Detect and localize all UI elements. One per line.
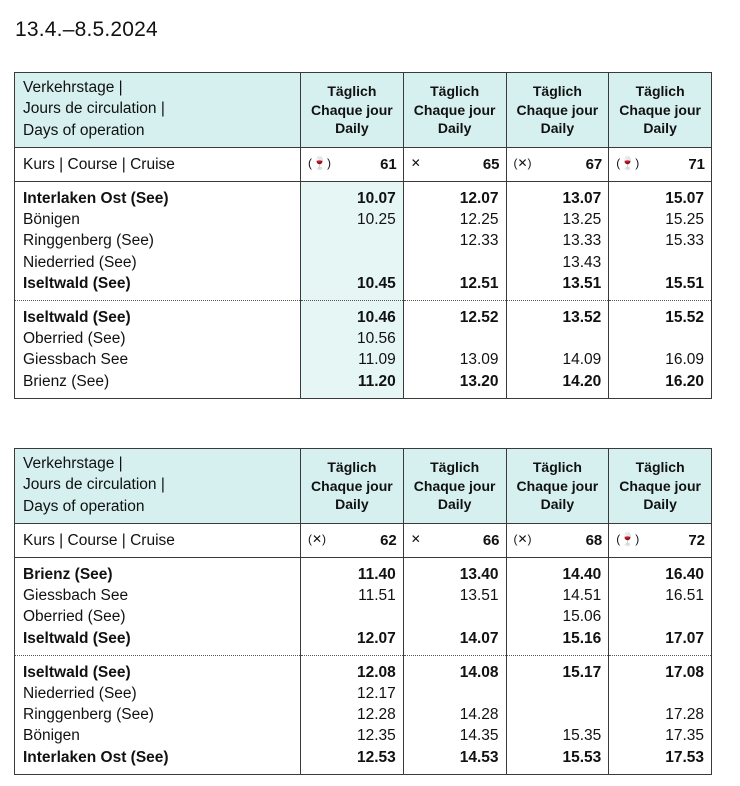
- operating-days-text: Daily: [437, 496, 472, 513]
- departure-time: [507, 683, 602, 704]
- departure-times-column: [403, 182, 506, 301]
- operating-days-cell: [403, 449, 506, 524]
- operating-days-text: Daily: [437, 120, 472, 137]
- stop-name: Brienz (See): [23, 566, 113, 583]
- departure-times-column: [301, 300, 404, 398]
- header-row: [15, 449, 712, 524]
- departure-time: 15.52: [665, 308, 704, 326]
- course-number-cell: [609, 524, 712, 558]
- stop-name: Bönigen: [23, 727, 80, 745]
- departure-time: 14.51: [562, 587, 602, 605]
- operating-days-cell: [301, 73, 404, 148]
- operating-days-text: Chaque jour: [619, 477, 701, 494]
- operating-days-text: Chaque jour: [516, 477, 599, 494]
- departure-time: 16.40: [665, 566, 704, 583]
- course-number-cell: [403, 148, 506, 182]
- departure-times-column: [506, 300, 609, 398]
- departure-times-column: [609, 558, 712, 656]
- departure-time: 14.09: [562, 351, 602, 369]
- departure-time: 11.20: [357, 372, 396, 390]
- stop-names: [15, 300, 301, 398]
- course-number-cell: [609, 148, 712, 182]
- operating-days-text: Daily: [540, 120, 575, 137]
- departure-time: 14.40: [562, 566, 602, 583]
- operating-days-text: Daily: [643, 120, 677, 137]
- header-label-line: Jours de circulation |: [23, 476, 165, 494]
- departure-times-column: [506, 182, 609, 301]
- departure-times-column: [403, 558, 506, 656]
- restaurant-icon: ✕: [410, 156, 421, 170]
- course-number: 67: [585, 156, 603, 173]
- stop-name: Giessbach See: [23, 351, 129, 369]
- operating-days-cell: [301, 449, 404, 524]
- operating-days-text: Chaque jour: [413, 101, 496, 118]
- operating-days-text: Daily: [643, 496, 677, 513]
- course-row: [15, 524, 712, 558]
- course-label: Kurs | Course | Cruise: [15, 524, 301, 558]
- timetable-brienz-interlaken: [14, 448, 712, 775]
- stop-name: Interlaken Ost (See): [23, 748, 169, 766]
- departure-time: 17.53: [665, 748, 704, 766]
- operating-days-cell: [506, 73, 609, 148]
- departure-time: 14.28: [459, 706, 499, 724]
- departure-time: 12.52: [459, 308, 499, 326]
- departure-time: 17.28: [665, 706, 704, 724]
- departure-times-column: [403, 655, 506, 774]
- departure-time: [609, 252, 704, 273]
- course-number: 65: [482, 156, 500, 173]
- departure-times-column: [609, 300, 712, 398]
- wine-glass-icon: (🍷): [616, 532, 640, 546]
- departure-time: [301, 230, 396, 251]
- departure-time: 16.51: [665, 587, 704, 605]
- departure-time: [301, 606, 396, 627]
- stop-name: Iseltwald (See): [23, 274, 131, 292]
- header-label-line: Verkehrstage |: [23, 455, 123, 473]
- departure-times-column: [403, 300, 506, 398]
- departure-times-column: [301, 655, 404, 774]
- departure-time: 13.51: [562, 274, 602, 292]
- course-number-cell: [301, 524, 404, 558]
- departure-time: 13.20: [459, 372, 499, 390]
- departure-time: [609, 683, 704, 704]
- course-number: 66: [482, 532, 500, 549]
- departure-times-column: [609, 655, 712, 774]
- stop-name: Brienz (See): [23, 372, 110, 390]
- departure-time: 15.51: [665, 274, 704, 292]
- operating-days-text: Täglich: [327, 459, 377, 476]
- departure-time: 13.40: [459, 566, 499, 583]
- departure-time: 13.43: [562, 253, 602, 271]
- departure-time: 12.35: [356, 727, 396, 745]
- operating-days-text: Daily: [335, 496, 369, 513]
- departure-time: 10.46: [356, 308, 396, 326]
- stops-section: [15, 558, 712, 656]
- course-row: [15, 148, 712, 182]
- operating-days-cell: [609, 73, 712, 148]
- stop-name: Giessbach See: [23, 587, 129, 605]
- departure-time: 12.51: [459, 274, 499, 292]
- departure-time: 14.07: [459, 629, 499, 647]
- departure-time: 14.53: [459, 748, 499, 766]
- departure-time: 15.35: [562, 727, 602, 745]
- departure-time: 10.45: [356, 274, 396, 292]
- operating-days-text: Täglich: [430, 459, 480, 476]
- departure-time: 17.35: [665, 727, 704, 745]
- operating-days-cell: [506, 449, 609, 524]
- timetable-interlaken-brienz: [14, 72, 712, 399]
- departure-time: [404, 606, 499, 627]
- operating-days-cell: [609, 449, 712, 524]
- operating-days-text: Täglich: [532, 83, 582, 100]
- operating-days-text: Täglich: [635, 459, 685, 476]
- departure-time: 17.07: [665, 629, 704, 647]
- operating-days-label: [15, 449, 301, 524]
- departure-time: 10.07: [356, 190, 396, 207]
- header-label-line: Jours de circulation |: [23, 100, 165, 118]
- stops-section: [15, 655, 712, 774]
- departure-time: 12.07: [459, 190, 499, 207]
- stop-names: [15, 655, 301, 774]
- departure-time: 10.25: [356, 211, 396, 229]
- restaurant-icon: ✕: [410, 532, 421, 546]
- wine-glass-icon: (🍷): [616, 156, 640, 170]
- restaurant-icon: (✕): [513, 532, 532, 546]
- departure-time: [507, 328, 602, 349]
- operating-days-text: Chaque jour: [413, 477, 496, 494]
- wine-glass-icon: (🍷): [308, 156, 331, 170]
- stop-name: Iseltwald (See): [23, 308, 131, 326]
- departure-time: 17.08: [665, 663, 704, 681]
- restaurant-icon: (✕): [513, 156, 532, 170]
- stop-name: Ringgenberg (See): [23, 232, 154, 250]
- departure-time: [609, 328, 704, 349]
- stops-section: [15, 182, 712, 301]
- validity-period: 13.4.–8.5.2024: [15, 18, 158, 41]
- operating-days-text: Chaque jour: [311, 101, 393, 118]
- operating-days-text: Chaque jour: [619, 101, 701, 118]
- departure-time: 12.07: [356, 629, 396, 647]
- course-number-cell: [506, 148, 609, 182]
- departure-time: [301, 252, 396, 273]
- departure-time: 14.20: [562, 372, 602, 390]
- course-number-cell: [301, 148, 404, 182]
- departure-time: 12.25: [459, 211, 499, 229]
- operating-days-text: Täglich: [327, 83, 377, 100]
- operating-days-text: Daily: [540, 496, 575, 513]
- departure-time: 14.35: [459, 727, 499, 745]
- operating-days-cell: [403, 73, 506, 148]
- stops-section: [15, 300, 712, 398]
- departure-time: 11.09: [358, 351, 396, 369]
- departure-time: 12.08: [356, 663, 396, 681]
- departure-time: 15.16: [562, 629, 602, 647]
- departure-time: 13.33: [562, 232, 602, 250]
- departure-time: 16.20: [665, 372, 704, 390]
- departure-time: 15.17: [562, 663, 602, 681]
- stop-names: [15, 182, 301, 301]
- departure-time: 12.33: [459, 232, 499, 250]
- departure-times-column: [506, 558, 609, 656]
- departure-time: 15.25: [665, 211, 704, 229]
- departure-time: 15.07: [665, 190, 704, 207]
- departure-time: 14.08: [459, 663, 499, 681]
- stop-name: Niederried (See): [23, 253, 137, 271]
- course-number-cell: [506, 524, 609, 558]
- departure-time: [507, 704, 602, 725]
- departure-time: 12.53: [356, 748, 396, 766]
- stop-names: [15, 558, 301, 656]
- departure-time: 12.28: [356, 706, 396, 724]
- operating-days-text: Daily: [335, 120, 369, 137]
- course-number: 61: [380, 156, 397, 173]
- stop-name: Iseltwald (See): [23, 663, 131, 681]
- departure-time: 11.51: [358, 587, 396, 605]
- course-number: 71: [688, 156, 705, 173]
- header-label-line: Days of operation: [23, 121, 145, 139]
- operating-days-text: Täglich: [430, 83, 480, 100]
- operating-days-text: Chaque jour: [311, 477, 393, 494]
- departure-time: 13.07: [562, 190, 602, 207]
- departure-time: [609, 606, 704, 627]
- departure-time: 13.09: [459, 351, 499, 369]
- departure-times-column: [609, 182, 712, 301]
- course-label: Kurs | Course | Cruise: [15, 148, 301, 182]
- stop-name: Oberried (See): [23, 608, 126, 626]
- departure-time: 15.33: [665, 232, 704, 250]
- stop-name: Oberried (See): [23, 330, 126, 348]
- course-number-cell: [403, 524, 506, 558]
- course-number: 72: [688, 532, 705, 549]
- operating-days-label: [15, 73, 301, 148]
- departure-time: 13.25: [562, 211, 602, 229]
- departure-time: 16.09: [665, 351, 704, 369]
- departure-time: 13.51: [459, 587, 499, 605]
- operating-days-text: Chaque jour: [516, 101, 599, 118]
- departure-time: [404, 683, 499, 704]
- departure-time: [404, 252, 499, 273]
- stop-name: Ringgenberg (See): [23, 706, 154, 724]
- header-row: [15, 73, 712, 148]
- departure-time: 10.56: [356, 330, 396, 348]
- operating-days-text: Täglich: [635, 83, 685, 100]
- operating-days-text: Täglich: [532, 459, 582, 476]
- departure-time: 15.53: [562, 748, 602, 766]
- course-number: 68: [585, 532, 603, 549]
- header-label-line: Days of operation: [23, 497, 145, 515]
- stop-name: Interlaken Ost (See): [23, 190, 169, 207]
- departure-time: 12.17: [356, 684, 396, 702]
- departure-times-column: [301, 182, 404, 301]
- header-label-line: Verkehrstage |: [23, 79, 123, 97]
- departure-time: [404, 328, 499, 349]
- departure-times-column: [506, 655, 609, 774]
- stop-name: Bönigen: [23, 211, 80, 229]
- departure-time: 11.40: [357, 566, 396, 583]
- departure-times-column: [301, 558, 404, 656]
- departure-time: 13.52: [562, 308, 602, 326]
- stop-name: Niederried (See): [23, 684, 137, 702]
- restaurant-icon: (✕): [308, 532, 327, 546]
- course-number: 62: [380, 532, 397, 549]
- departure-time: 15.06: [562, 608, 602, 626]
- stop-name: Iseltwald (See): [23, 629, 131, 647]
